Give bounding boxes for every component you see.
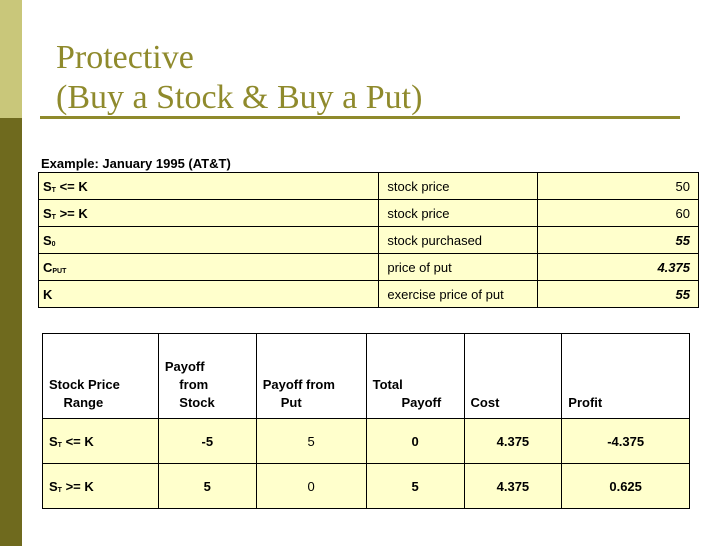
header-total-payoff: Total Payoff [366,334,464,419]
decorative-left-bar-top [0,0,22,118]
params-row [39,281,699,308]
param-value: 4.375 [538,254,699,281]
header-payoff-from-stock: Payoff from Stock [158,334,256,419]
payoff-header-row [43,334,690,419]
payoff-row [43,464,690,509]
title-underline [40,116,680,119]
param-symbol: $S_T >= K$ [39,200,379,227]
param-symbol: $S_0$ [39,227,379,254]
slide-title-line2: (Buy a Stock & Buy a Put) [56,79,423,116]
slide-title-line1: Protective [56,39,194,76]
param-symbol: K [39,281,379,308]
parameters-table [38,172,699,308]
payoff-table [42,333,690,509]
header-cost: Cost [464,334,562,419]
params-row [39,227,699,254]
slide-title [56,38,422,118]
cell-put-payoff: 5 [256,419,366,464]
param-description: exercise price of put [379,281,538,308]
param-value: 55 [538,281,699,308]
param-value: 55 [538,227,699,254]
param-description: stock price [379,200,538,227]
param-symbol: $S_T <= K$ [39,173,379,200]
params-row [39,254,699,281]
header-payoff-from-put: Payoff from Put [256,334,366,419]
cell-stock-payoff: -5 [158,419,256,464]
cell-stock-payoff: 5 [158,464,256,509]
cell-range: $S_T >= K$ [43,464,159,509]
payoff-row [43,419,690,464]
header-stock-price-range: Stock Price Range [43,334,159,419]
example-label: Example: January 1995 (AT&T) [41,156,231,171]
cell-total-payoff: 0 [366,419,464,464]
params-row [39,200,699,227]
param-symbol: $C_{PUT}$ [39,254,379,281]
cell-profit: 0.625 [562,464,690,509]
param-value: 60 [538,200,699,227]
cell-profit: -4.375 [562,419,690,464]
cell-cost: 4.375 [464,419,562,464]
param-description: stock purchased [379,227,538,254]
cell-range: $S_T <= K$ [43,419,159,464]
cell-put-payoff: 0 [256,464,366,509]
params-row [39,173,699,200]
cell-cost: 4.375 [464,464,562,509]
param-value: 50 [538,173,699,200]
header-profit: Profit [562,334,690,419]
param-description: price of put [379,254,538,281]
param-description: stock price [379,173,538,200]
decorative-left-bar-bottom [0,118,22,546]
cell-total-payoff: 5 [366,464,464,509]
